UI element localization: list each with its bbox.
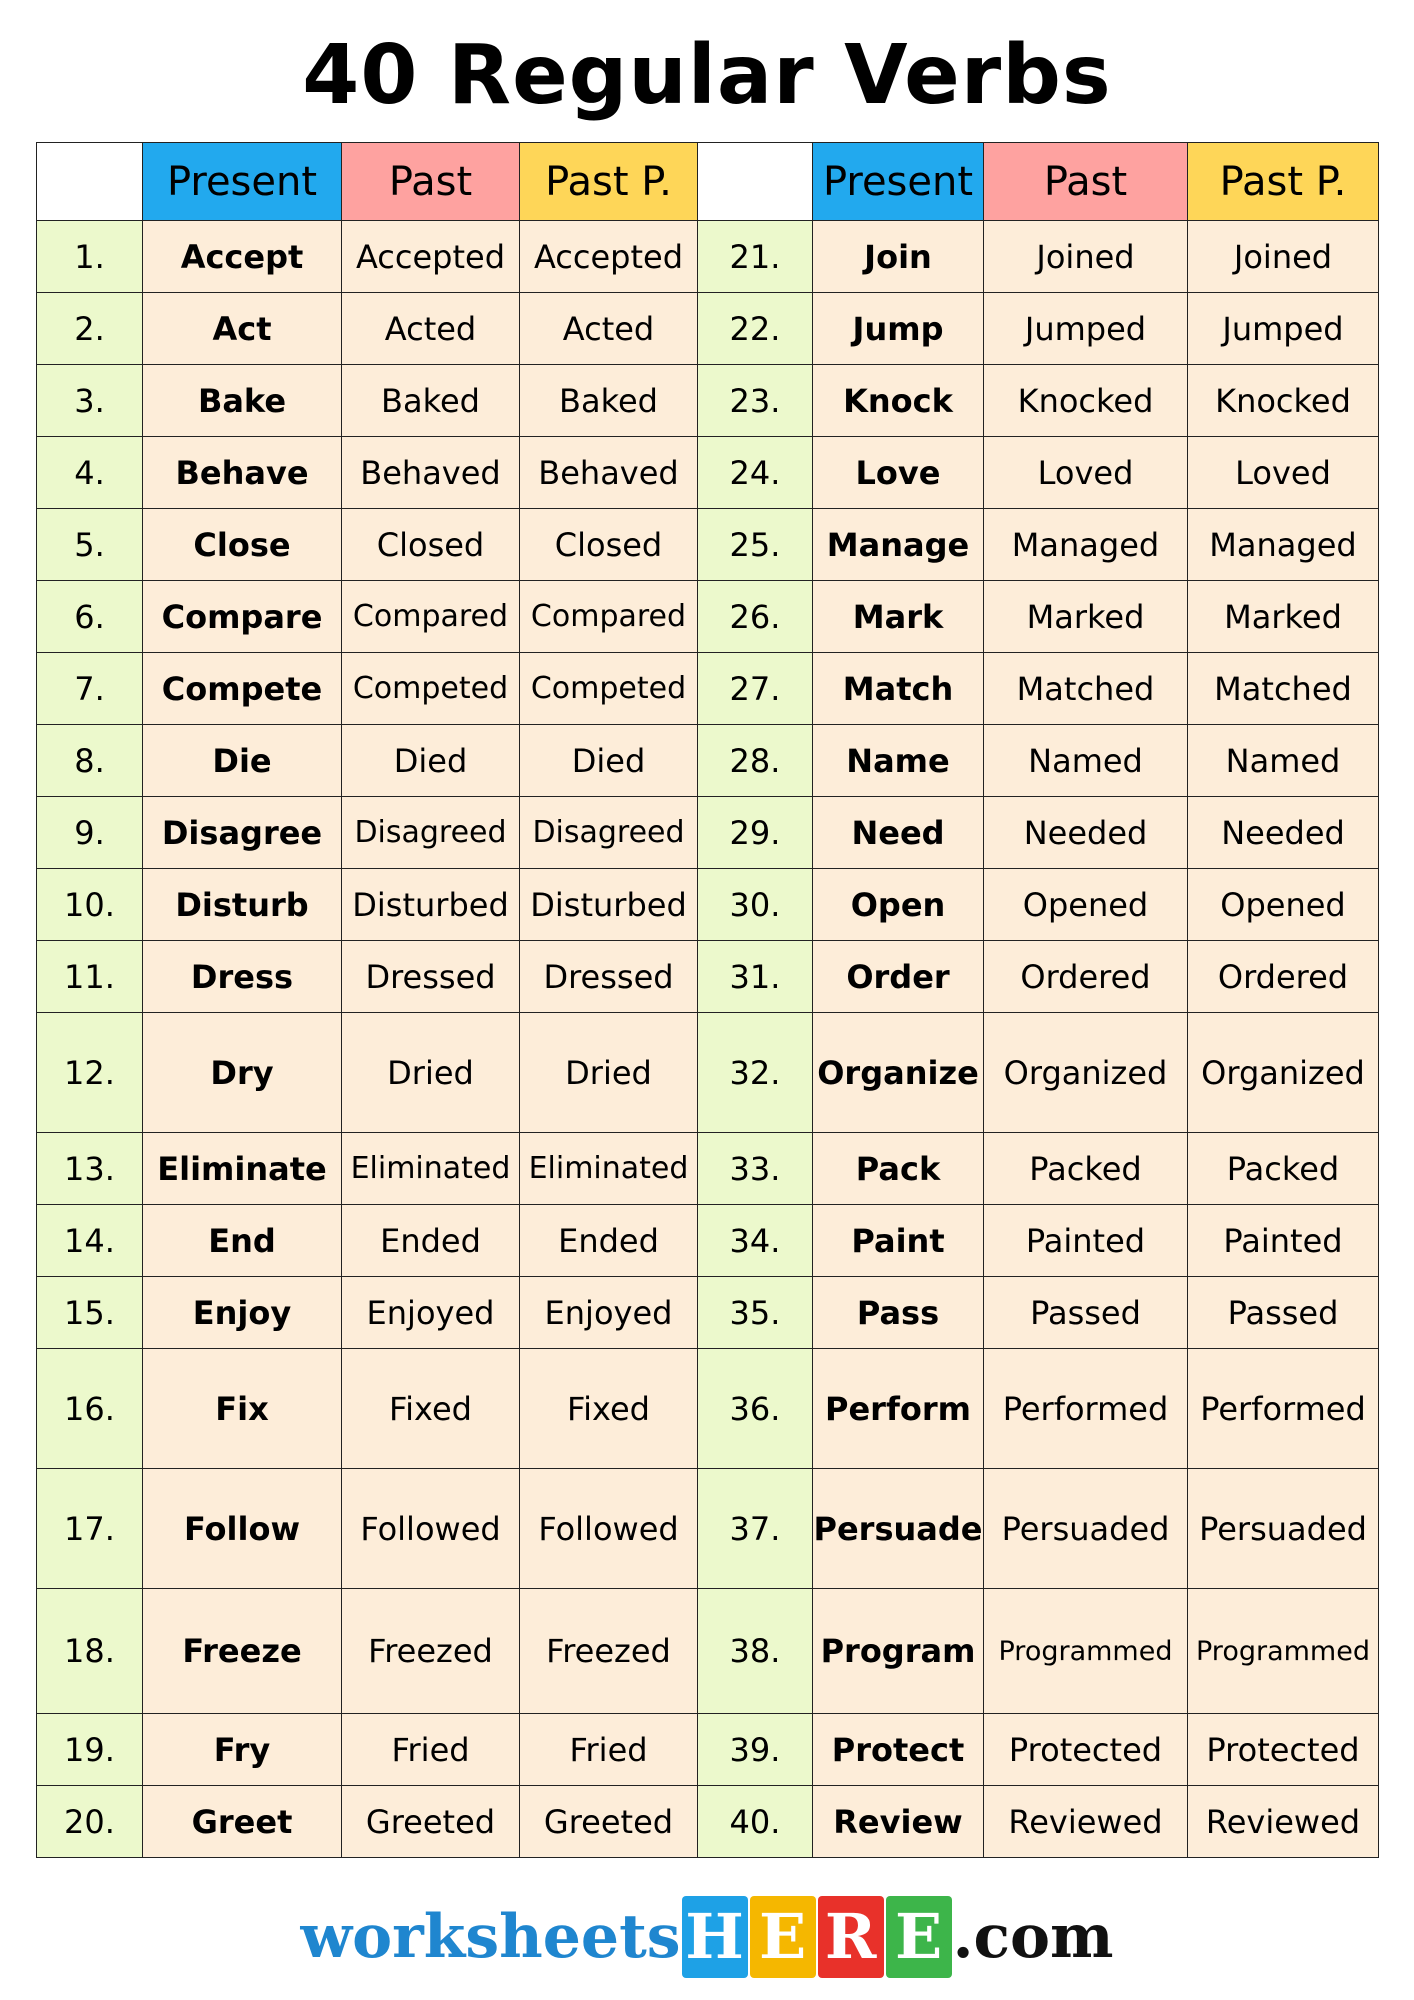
- verb-past: Dried: [342, 1013, 520, 1133]
- verb-past: Packed: [984, 1133, 1188, 1205]
- verb-number: 23.: [698, 365, 813, 437]
- verb-past-participle: Fried: [520, 1714, 698, 1786]
- table-row: [37, 1589, 1379, 1714]
- verb-past-participle: Followed: [520, 1469, 698, 1589]
- verb-past: Protected: [984, 1714, 1188, 1786]
- verb-present: Organize: [813, 1013, 984, 1133]
- verb-past: Organized: [984, 1013, 1188, 1133]
- verb-past-participle: Compared: [520, 581, 698, 653]
- verb-number: 32.: [698, 1013, 813, 1133]
- header-present-right: Present: [813, 143, 984, 221]
- verb-past: Died: [342, 725, 520, 797]
- verb-past-participle: Disagreed: [520, 797, 698, 869]
- verb-present: Perform: [813, 1349, 984, 1469]
- table-row: [37, 1013, 1379, 1133]
- verb-past: Joined: [984, 221, 1188, 293]
- verb-present: Program: [813, 1589, 984, 1714]
- verb-present: Mark: [813, 581, 984, 653]
- verb-past: Eliminated: [342, 1133, 520, 1205]
- verb-past-participle: Competed: [520, 653, 698, 725]
- verb-past: Ordered: [984, 941, 1188, 1013]
- verb-present: Disturb: [143, 869, 342, 941]
- verb-number: 35.: [698, 1277, 813, 1349]
- verb-number: 29.: [698, 797, 813, 869]
- table-row: [37, 509, 1379, 581]
- verb-present: Follow: [143, 1469, 342, 1589]
- verb-present: Pack: [813, 1133, 984, 1205]
- verb-number: 9.: [37, 797, 143, 869]
- verb-past: Named: [984, 725, 1188, 797]
- verb-past: Reviewed: [984, 1786, 1188, 1858]
- verb-past-participle: Organized: [1188, 1013, 1379, 1133]
- verb-past: Acted: [342, 293, 520, 365]
- logo-letter-box: E: [750, 1896, 816, 1978]
- verb-number: 6.: [37, 581, 143, 653]
- verb-present: Accept: [143, 221, 342, 293]
- verb-past-participle: Behaved: [520, 437, 698, 509]
- verb-past-participle: Dressed: [520, 941, 698, 1013]
- verb-past-participle: Packed: [1188, 1133, 1379, 1205]
- verb-present: Join: [813, 221, 984, 293]
- header-past-participle-right: Past P.: [1188, 143, 1379, 221]
- verb-number: 5.: [37, 509, 143, 581]
- table-row: [37, 1469, 1379, 1589]
- verb-present: Dress: [143, 941, 342, 1013]
- table-row: [37, 581, 1379, 653]
- verb-number: 19.: [37, 1714, 143, 1786]
- logo-suffix: .com: [952, 1902, 1114, 1972]
- verb-present: Pass: [813, 1277, 984, 1349]
- verb-past-participle: Managed: [1188, 509, 1379, 581]
- verb-past: Dressed: [342, 941, 520, 1013]
- table-row: [37, 293, 1379, 365]
- verb-past: Disagreed: [342, 797, 520, 869]
- verb-present: Close: [143, 509, 342, 581]
- table-row: [37, 1133, 1379, 1205]
- verb-past-participle: Marked: [1188, 581, 1379, 653]
- verb-past-participle: Persuaded: [1188, 1469, 1379, 1589]
- verb-past: Competed: [342, 653, 520, 725]
- verb-past: Accepted: [342, 221, 520, 293]
- verb-past: Marked: [984, 581, 1188, 653]
- verb-number: 38.: [698, 1589, 813, 1714]
- verb-present: Need: [813, 797, 984, 869]
- verb-present: Fix: [143, 1349, 342, 1469]
- verb-past-participle: Loved: [1188, 437, 1379, 509]
- verb-past: Fixed: [342, 1349, 520, 1469]
- verbs-table: [36, 142, 1379, 1858]
- verb-number: 12.: [37, 1013, 143, 1133]
- header-number-left: [37, 143, 143, 221]
- verb-number: 21.: [698, 221, 813, 293]
- verb-number: 34.: [698, 1205, 813, 1277]
- verb-past: Followed: [342, 1469, 520, 1589]
- verb-past: Persuaded: [984, 1469, 1188, 1589]
- verb-number: 26.: [698, 581, 813, 653]
- verb-past-participle: Accepted: [520, 221, 698, 293]
- verb-number: 22.: [698, 293, 813, 365]
- verb-number: 10.: [37, 869, 143, 941]
- table-row: [37, 797, 1379, 869]
- verb-past: Programmed: [984, 1589, 1188, 1714]
- verb-number: 1.: [37, 221, 143, 293]
- table-row: [37, 869, 1379, 941]
- verb-number: 24.: [698, 437, 813, 509]
- verb-present: Name: [813, 725, 984, 797]
- table-row: [37, 221, 1379, 293]
- verb-number: 18.: [37, 1589, 143, 1714]
- verb-past-participle: Ordered: [1188, 941, 1379, 1013]
- verb-past: Opened: [984, 869, 1188, 941]
- verb-past-participle: Painted: [1188, 1205, 1379, 1277]
- table-row: [37, 1277, 1379, 1349]
- verb-present: Act: [143, 293, 342, 365]
- verb-number: 30.: [698, 869, 813, 941]
- verb-number: 20.: [37, 1786, 143, 1858]
- verb-past-participle: Passed: [1188, 1277, 1379, 1349]
- verb-past: Painted: [984, 1205, 1188, 1277]
- header-past-right: Past: [984, 143, 1188, 221]
- verb-past: Loved: [984, 437, 1188, 509]
- verb-past-participle: Acted: [520, 293, 698, 365]
- verb-number: 15.: [37, 1277, 143, 1349]
- table-row: [37, 1714, 1379, 1786]
- verb-present: Paint: [813, 1205, 984, 1277]
- verb-number: 14.: [37, 1205, 143, 1277]
- verb-present: Dry: [143, 1013, 342, 1133]
- verb-present: Review: [813, 1786, 984, 1858]
- verb-present: Bake: [143, 365, 342, 437]
- verb-past: Needed: [984, 797, 1188, 869]
- verb-past-participle: Joined: [1188, 221, 1379, 293]
- verb-present: Greet: [143, 1786, 342, 1858]
- logo-letter-box: H: [682, 1896, 748, 1978]
- verb-past: Behaved: [342, 437, 520, 509]
- verb-past-participle: Protected: [1188, 1714, 1379, 1786]
- verb-past: Performed: [984, 1349, 1188, 1469]
- verb-present: Compete: [143, 653, 342, 725]
- verb-past: Freezed: [342, 1589, 520, 1714]
- verb-number: 36.: [698, 1349, 813, 1469]
- verb-present: Behave: [143, 437, 342, 509]
- table-row: [37, 941, 1379, 1013]
- verb-past: Disturbed: [342, 869, 520, 941]
- verb-number: 7.: [37, 653, 143, 725]
- verb-past: Passed: [984, 1277, 1188, 1349]
- verb-number: 8.: [37, 725, 143, 797]
- verb-past-participle: Greeted: [520, 1786, 698, 1858]
- verb-present: Order: [813, 941, 984, 1013]
- table-row: [37, 653, 1379, 725]
- header-present-left: Present: [143, 143, 342, 221]
- verb-present: Manage: [813, 509, 984, 581]
- verb-past-participle: Opened: [1188, 869, 1379, 941]
- verb-number: 40.: [698, 1786, 813, 1858]
- verb-number: 31.: [698, 941, 813, 1013]
- verb-past: Matched: [984, 653, 1188, 725]
- table-row: [37, 1205, 1379, 1277]
- verb-past-participle: Programmed: [1188, 1589, 1379, 1714]
- table-row: [37, 1786, 1379, 1858]
- verb-past-participle: Eliminated: [520, 1133, 698, 1205]
- verb-past-participle: Matched: [1188, 653, 1379, 725]
- verb-past-participle: Closed: [520, 509, 698, 581]
- logo-letter-box: E: [886, 1896, 952, 1978]
- verb-present: Knock: [813, 365, 984, 437]
- verb-past-participle: Ended: [520, 1205, 698, 1277]
- verb-present: Fry: [143, 1714, 342, 1786]
- verb-number: 2.: [37, 293, 143, 365]
- verb-past: Knocked: [984, 365, 1188, 437]
- verb-present: Love: [813, 437, 984, 509]
- verb-past-participle: Disturbed: [520, 869, 698, 941]
- verb-past-participle: Baked: [520, 365, 698, 437]
- table-header-row: [37, 143, 1379, 221]
- header-past-left: Past: [342, 143, 520, 221]
- verb-number: 17.: [37, 1469, 143, 1589]
- verb-number: 28.: [698, 725, 813, 797]
- verb-present: Compare: [143, 581, 342, 653]
- verb-number: 4.: [37, 437, 143, 509]
- verb-past-participle: Reviewed: [1188, 1786, 1379, 1858]
- verb-past: Closed: [342, 509, 520, 581]
- verb-past: Ended: [342, 1205, 520, 1277]
- site-logo: [0, 1896, 1414, 1978]
- verb-number: 25.: [698, 509, 813, 581]
- verb-number: 33.: [698, 1133, 813, 1205]
- header-past-participle-left: Past P.: [520, 143, 698, 221]
- verb-number: 13.: [37, 1133, 143, 1205]
- verb-present: End: [143, 1205, 342, 1277]
- verb-number: 39.: [698, 1714, 813, 1786]
- verb-present: Persuade: [813, 1469, 984, 1589]
- verb-past: Compared: [342, 581, 520, 653]
- logo-letter-box: R: [818, 1896, 884, 1978]
- verb-number: 27.: [698, 653, 813, 725]
- verb-past: Jumped: [984, 293, 1188, 365]
- logo-letters: [681, 1900, 953, 1973]
- verb-present: Protect: [813, 1714, 984, 1786]
- verb-past: Baked: [342, 365, 520, 437]
- verb-present: Die: [143, 725, 342, 797]
- verb-number: 3.: [37, 365, 143, 437]
- verb-past: Enjoyed: [342, 1277, 520, 1349]
- table-row: [37, 437, 1379, 509]
- verb-present: Disagree: [143, 797, 342, 869]
- verb-present: Eliminate: [143, 1133, 342, 1205]
- verb-past-participle: Needed: [1188, 797, 1379, 869]
- verb-past-participle: Fixed: [520, 1349, 698, 1469]
- table-row: [37, 725, 1379, 797]
- verb-number: 37.: [698, 1469, 813, 1589]
- verb-past-participle: Died: [520, 725, 698, 797]
- verb-past-participle: Jumped: [1188, 293, 1379, 365]
- verb-present: Freeze: [143, 1589, 342, 1714]
- verb-past-participle: Enjoyed: [520, 1277, 698, 1349]
- verb-present: Enjoy: [143, 1277, 342, 1349]
- verb-past: Fried: [342, 1714, 520, 1786]
- verb-past-participle: Knocked: [1188, 365, 1379, 437]
- verb-past-participle: Named: [1188, 725, 1379, 797]
- verb-number: 11.: [37, 941, 143, 1013]
- table-row: [37, 1349, 1379, 1469]
- verb-present: Jump: [813, 293, 984, 365]
- verb-present: Match: [813, 653, 984, 725]
- page-title: 40 Regular Verbs: [302, 28, 1112, 123]
- verb-number: 16.: [37, 1349, 143, 1469]
- verb-past-participle: Freezed: [520, 1589, 698, 1714]
- logo-prefix: worksheets: [300, 1902, 681, 1972]
- header-number-right: [698, 143, 813, 221]
- verb-past-participle: Performed: [1188, 1349, 1379, 1469]
- table-row: [37, 365, 1379, 437]
- verb-present: Open: [813, 869, 984, 941]
- verb-past: Managed: [984, 509, 1188, 581]
- verb-past: Greeted: [342, 1786, 520, 1858]
- verb-past-participle: Dried: [520, 1013, 698, 1133]
